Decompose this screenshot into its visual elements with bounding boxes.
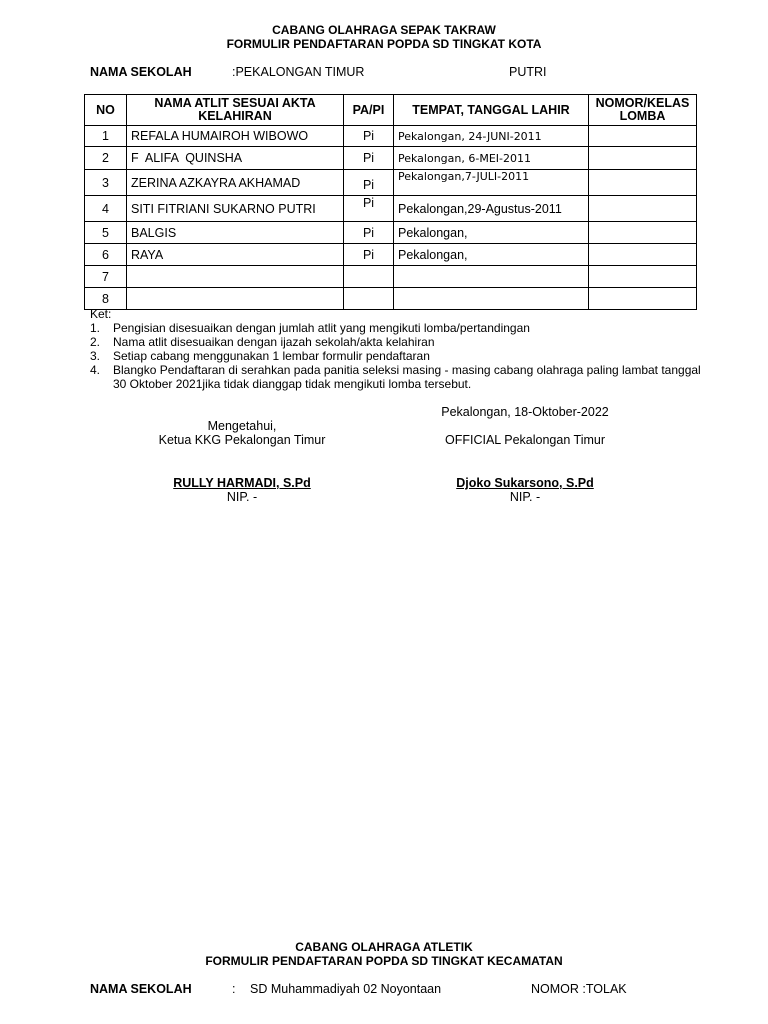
note-number: 2. [90,335,101,349]
table-row [85,147,697,170]
list-item [90,349,705,363]
cell-no: 4 [85,196,127,222]
left-signature-name: RULLY HARMADI, S.Pd [173,476,311,490]
table-row [85,222,697,244]
table-row [85,170,697,196]
form2-school-colon: : [232,982,236,996]
cell-birth: Pekalongan,7-JULI-2011 [394,170,589,196]
note-text: Setiap cabang menggunakan 1 lembar formulir pendaftaran [113,349,430,363]
cell-gender: Pi [344,244,394,266]
list-item [90,321,705,335]
cell-name: RAYA [127,244,344,266]
note-text: Pengisian disesuaikan dengan jumlah atlit yang mengikuti lomba/pertandingan [113,321,530,335]
cell-event [589,126,697,147]
cell-no: 1 [85,126,127,147]
header-name: NAMA ATLIT SESUAI AKTA KELAHIRAN [127,95,344,126]
cell-gender: Pi [344,170,394,196]
left-signature-greeting: Mengetahui, [207,419,277,433]
right-signature-nip: NIP. - [509,490,541,504]
cell-birth: Pekalongan,29-Agustus-2011 [394,196,589,222]
cell-gender: Pi [344,147,394,170]
cell-name: REFALA HUMAIROH WIBOWO [127,126,344,147]
cell-name: F ALIFA QUINSHA [127,147,344,170]
left-signature-nip: NIP. - [226,490,258,504]
form-subtitle: FORMULIR PENDAFTARAN POPDA SD TINGKAT KOTA [226,37,542,51]
cell-birth: Pekalongan, [394,244,589,266]
form2-subtitle: FORMULIR PENDAFTARAN POPDA SD TINGKAT KECAMATAN [205,954,563,968]
notes-section [90,307,705,391]
cell-gender [344,266,394,288]
form2-nomor: NOMOR :TOLAK [531,982,627,996]
list-item [90,335,705,349]
category-label: PUTRI [509,65,547,79]
cell-birth [394,266,589,288]
cell-name: SITI FITRIANI SUKARNO PUTRI [127,196,344,222]
left-signature-title: Ketua KKG Pekalongan Timur [158,433,326,447]
cell-birth: Pekalongan, 6-MEI-2011 [394,147,589,170]
right-signature-name: Djoko Sukarsono, S.Pd [456,476,594,490]
school-label: NAMA SEKOLAH [90,65,192,79]
form2-school-label: NAMA SEKOLAH [90,982,192,996]
registration-table [84,94,697,310]
note-text: Nama atlit disesuaikan dengan ijazah sekolah/akta kelahiran [113,335,435,349]
header-event: NOMOR/KELAS LOMBA [589,95,697,126]
table-row [85,266,697,288]
right-signature-title: OFFICIAL Pekalongan Timur [444,433,606,447]
cell-no: 6 [85,244,127,266]
cell-event [589,266,697,288]
notes-list [90,321,705,391]
cell-event [589,170,697,196]
cell-no: 2 [85,147,127,170]
cell-gender: Pi [344,196,394,222]
place-date: Pekalongan, 18-Oktober-2022 [441,405,609,419]
table-row [85,196,697,222]
cell-event [589,222,697,244]
form2-school-value: SD Muhammadiyah 02 Noyontaan [250,982,442,996]
cell-event [589,196,697,222]
table-row [85,244,697,266]
cell-name: BALGIS [127,222,344,244]
header-gender: PA/PI [344,95,394,126]
cell-event [589,147,697,170]
cell-no: 8 [85,288,127,310]
cell-name: ZERINA AZKAYRA AKHAMAD [127,170,344,196]
note-number: 3. [90,349,101,363]
notes-label: Ket: [90,307,112,321]
note-text: Blangko Pendaftaran di serahkan pada panitia seleksi masing - masing cabang olahraga paling lambat tanggal 30 Oktober 2021jika tidak dianggap tidak mengikuti lomba tersebut. [113,363,701,391]
table-header-row [85,95,697,126]
school-value: :PEKALONGAN TIMUR [232,65,365,79]
cell-gender: Pi [344,222,394,244]
cell-no: 3 [85,170,127,196]
cell-event [589,244,697,266]
cell-gender: Pi [344,126,394,147]
form-title: CABANG OLAHRAGA SEPAK TAKRAW [272,23,496,37]
header-no: NO [85,95,127,126]
table-row [85,126,697,147]
note-number: 1. [90,321,101,335]
cell-no: 7 [85,266,127,288]
cell-birth: Pekalongan, [394,222,589,244]
cell-birth: Pekalongan, 24-JUNI-2011 [394,126,589,147]
cell-name [127,266,344,288]
form2-title: CABANG OLAHRAGA ATLETIK [295,940,473,954]
header-birth: TEMPAT, TANGGAL LAHIR [394,95,589,126]
note-number: 4. [90,363,101,377]
cell-no: 5 [85,222,127,244]
list-item [90,363,705,391]
